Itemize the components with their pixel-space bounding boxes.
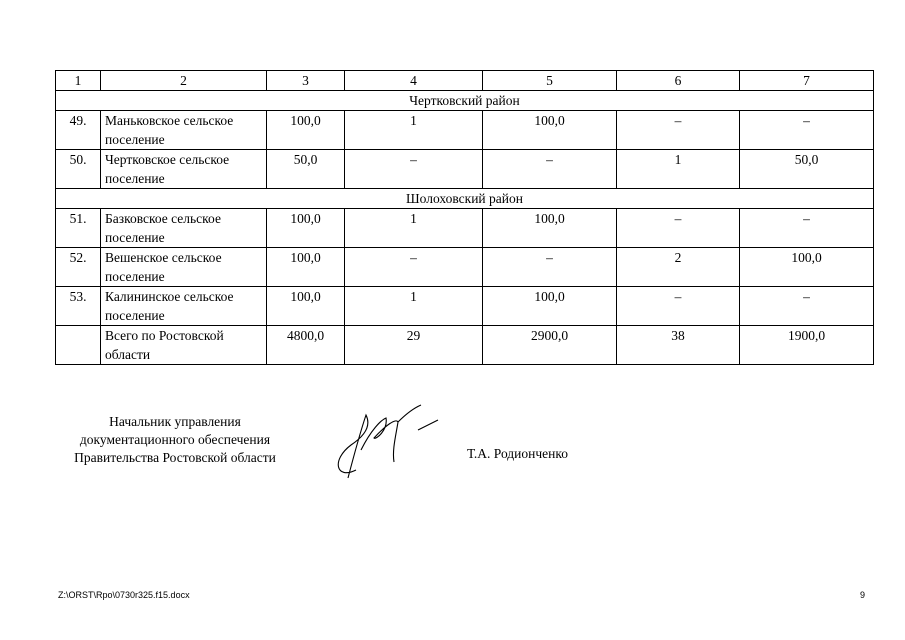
section-title: Чертковский район	[56, 91, 874, 111]
value-cell: –	[345, 248, 483, 287]
table-header-row	[56, 71, 874, 91]
data-table	[55, 70, 874, 365]
value-cell: –	[740, 111, 874, 150]
value-cell: 100,0	[267, 111, 345, 150]
table-row	[56, 326, 874, 365]
row-number-cell: 50.	[56, 150, 101, 189]
section-row	[56, 91, 874, 111]
value-cell: 50,0	[740, 150, 874, 189]
settlement-name-cell: Всего по Ростовской области	[101, 326, 267, 365]
value-cell: 2900,0	[483, 326, 617, 365]
position-line-2: документационного обеспечения	[79, 432, 271, 447]
table-row	[56, 209, 874, 248]
settlement-name-cell: Калининское сельское поселение	[101, 287, 267, 326]
footer-file-path: Z:\ORST\Rpo\0730r325.f15.docx	[58, 590, 190, 600]
value-cell: 100,0	[267, 248, 345, 287]
row-number-cell	[56, 326, 101, 365]
row-number-cell: 51.	[56, 209, 101, 248]
value-cell: 100,0	[740, 248, 874, 287]
value-cell: 4800,0	[267, 326, 345, 365]
value-cell: 1	[345, 111, 483, 150]
table-row	[56, 111, 874, 150]
value-cell: –	[740, 209, 874, 248]
table-row	[56, 287, 874, 326]
row-number-cell: 49.	[56, 111, 101, 150]
settlement-name-cell: Чертковское сельское поселение	[101, 150, 267, 189]
value-cell: –	[483, 150, 617, 189]
row-number-cell: 53.	[56, 287, 101, 326]
column-number-header: 4	[345, 71, 483, 91]
value-cell: 1	[617, 150, 740, 189]
value-cell: 1	[345, 209, 483, 248]
settlement-name-cell: Базковское сельское поселение	[101, 209, 267, 248]
value-cell: 100,0	[267, 209, 345, 248]
value-cell: –	[617, 111, 740, 150]
table-row	[56, 150, 874, 189]
position-line-3: Правительства Ростовской области	[74, 450, 276, 465]
value-cell: –	[617, 287, 740, 326]
column-number-header: 2	[101, 71, 267, 91]
column-number-header: 1	[56, 71, 101, 91]
row-number-cell: 52.	[56, 248, 101, 287]
value-cell: 38	[617, 326, 740, 365]
handwritten-signature	[326, 400, 446, 485]
footer-page-number: 9	[860, 590, 866, 600]
value-cell: 100,0	[267, 287, 345, 326]
section-title: Шолоховский район	[56, 189, 874, 209]
value-cell: –	[483, 248, 617, 287]
table-row	[56, 248, 874, 287]
settlement-name-cell: Вешенское сельское поселение	[101, 248, 267, 287]
signatory-name: Т.А. Родионченко	[467, 446, 568, 461]
signatory-position	[60, 413, 290, 467]
settlement-name-cell: Маньковское сельское поселение	[101, 111, 267, 150]
value-cell: 100,0	[483, 209, 617, 248]
value-cell: 50,0	[267, 150, 345, 189]
value-cell: 29	[345, 326, 483, 365]
value-cell: 100,0	[483, 287, 617, 326]
position-line-1: Начальник управления	[109, 414, 241, 429]
column-number-header: 3	[267, 71, 345, 91]
value-cell: 2	[617, 248, 740, 287]
value-cell: 1	[345, 287, 483, 326]
value-cell: –	[617, 209, 740, 248]
value-cell: –	[345, 150, 483, 189]
section-row	[56, 189, 874, 209]
value-cell: 1900,0	[740, 326, 874, 365]
value-cell: –	[740, 287, 874, 326]
column-number-header: 6	[617, 71, 740, 91]
column-number-header: 7	[740, 71, 874, 91]
value-cell: 100,0	[483, 111, 617, 150]
column-number-header: 5	[483, 71, 617, 91]
